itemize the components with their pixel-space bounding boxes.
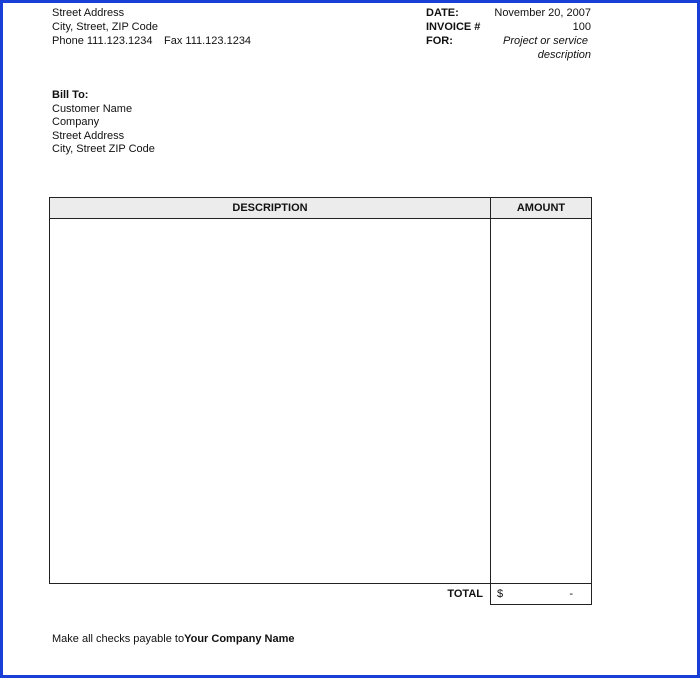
column-divider xyxy=(490,198,491,583)
date-value: November 20, 2007 xyxy=(494,7,591,19)
total-label: TOTAL xyxy=(447,588,483,600)
bill-to-label: Bill To: xyxy=(52,89,89,101)
total-value: - xyxy=(569,588,573,600)
for-value-line2: description xyxy=(537,49,591,61)
payable-note xyxy=(52,633,295,647)
sender-fax: Fax 111.123.1234 xyxy=(164,35,252,47)
date-label: DATE: xyxy=(426,7,459,19)
sender-street: Street Address xyxy=(52,7,125,19)
payable-note-prefix: Make all checks payable to xyxy=(52,633,185,645)
sender-phone: Phone 111.123.1234 xyxy=(52,35,153,47)
currency-symbol: $ xyxy=(497,588,504,600)
for-label: FOR: xyxy=(426,35,453,47)
invoice-number: 100 xyxy=(572,21,591,33)
invoice-table xyxy=(49,197,592,584)
invoice-label: INVOICE # xyxy=(426,21,481,33)
bill-to-company: Company xyxy=(52,116,100,128)
bill-to-city: City, Street ZIP Code xyxy=(52,143,155,155)
sender-city: City, Street, ZIP Code xyxy=(52,21,158,33)
payable-company-name: Your Company Name xyxy=(184,633,295,645)
for-value-line1: Project or service xyxy=(503,35,588,47)
column-header-amount: AMOUNT xyxy=(516,202,566,214)
bill-to-customer: Customer Name xyxy=(52,103,133,115)
total-amount-box xyxy=(490,583,592,605)
column-header-description: DESCRIPTION xyxy=(232,202,308,214)
invoice-table-header xyxy=(50,198,591,219)
bill-to-street: Street Address xyxy=(52,130,125,142)
